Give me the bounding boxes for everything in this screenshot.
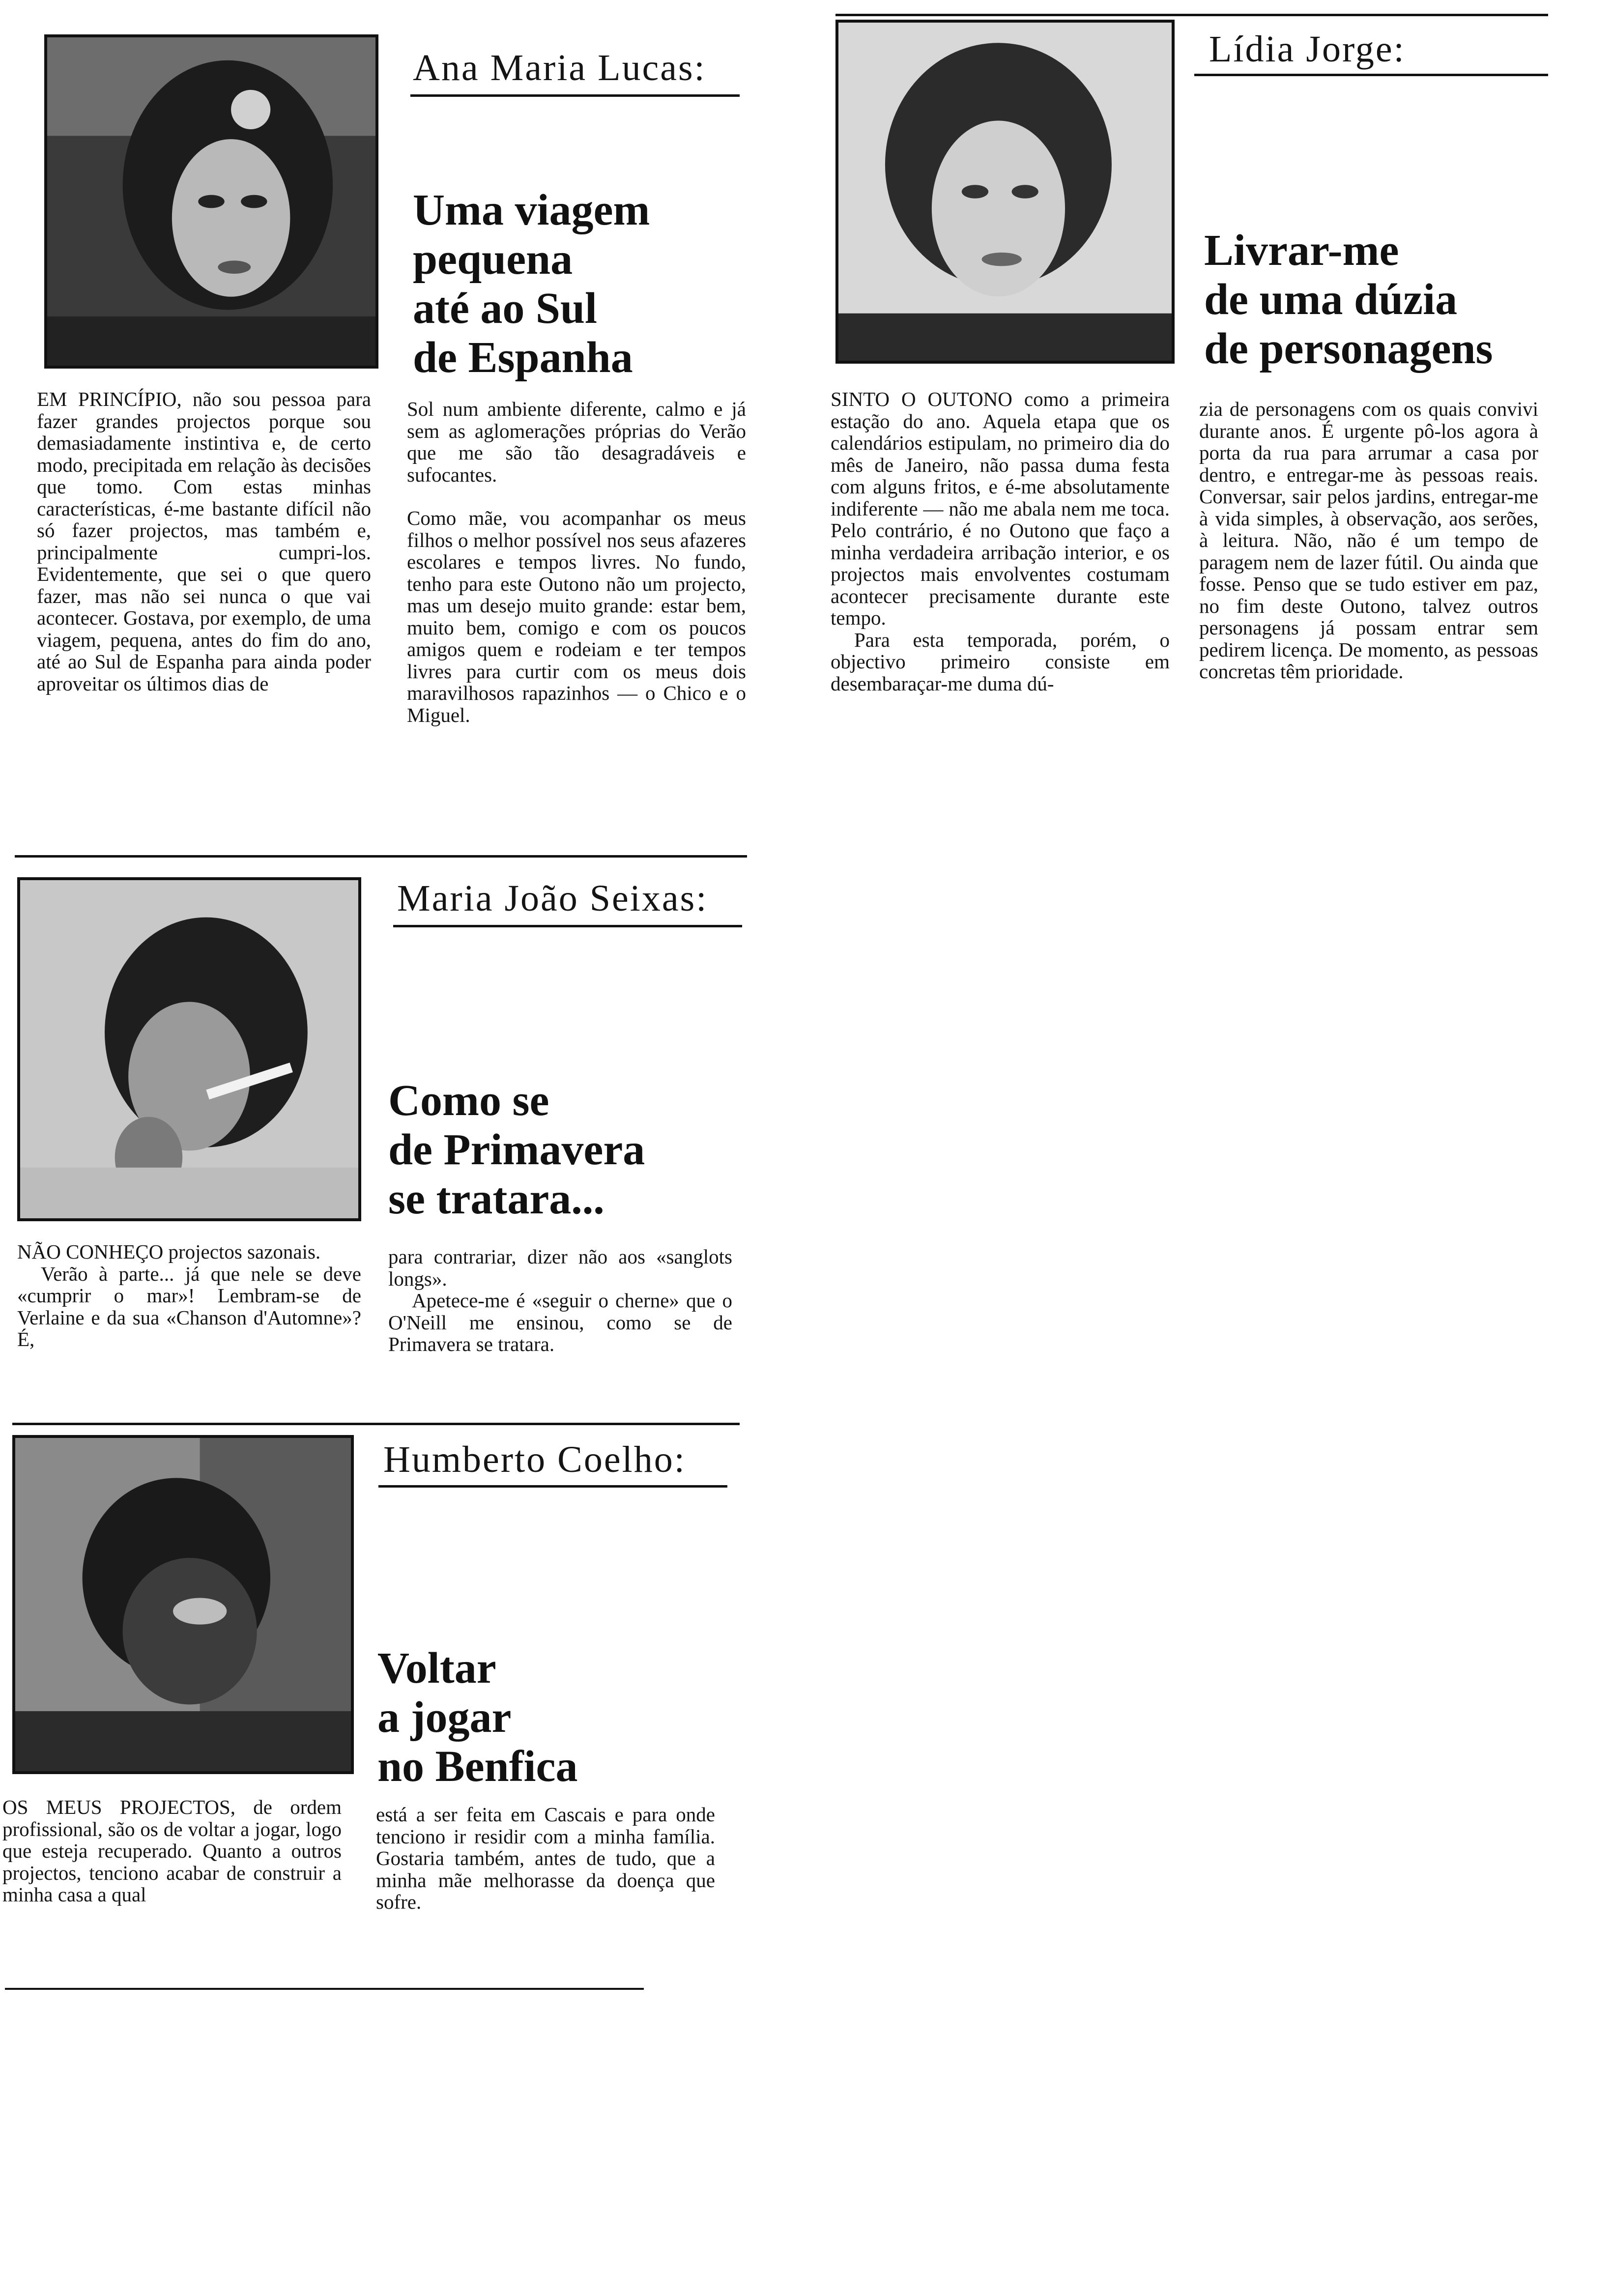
headline-line: Voltar bbox=[377, 1644, 496, 1693]
author-rule bbox=[393, 925, 742, 927]
body-paragraph: para contrariar, dizer não aos «sanglots longs». bbox=[388, 1245, 732, 1290]
headline-line: Uma viagem bbox=[413, 186, 650, 234]
body-paragraph: SINTO O OUTONO como a primeira estação do ano. Aquela etapa que os calendários estipulam, no primeiro dia do mês de Janeiro, não passa duma festa com alguns fritos, e é-me absolutamente indiferente — não me abala nem me toca. Pelo contrário, é no Outono que faço a minha verdadeira arribação interior, e os projectos mais envolventes costumam acontecer precisamente durante este tempo. bbox=[831, 388, 1170, 629]
section-rule bbox=[12, 1423, 740, 1425]
body-paragraph: Como mãe, vou acompanhar os meus filhos o melhor possível nos seus afazeres escolares e tempos livres. No fundo, tenho para este Outono não um projecto, mas um desejo muito grande: estar bem, muito bem, comigo e com os poucos amigos quem e rodeiam e ter tempos livres para curtir com os meus dois maravilhosos rapazinhos — o Chico e o Miguel. bbox=[407, 507, 746, 726]
author-name: Ana Maria Lucas: bbox=[413, 47, 706, 88]
author-name: Lídia Jorge: bbox=[1209, 29, 1406, 70]
article-headline bbox=[377, 1644, 731, 1791]
headline-line: no Benfica bbox=[377, 1742, 578, 1791]
author-rule bbox=[378, 1485, 727, 1488]
headline-line: se tratara... bbox=[388, 1175, 604, 1223]
body-paragraph: OS MEUS PROJECTOS, de ordem profissional, são os de voltar a jogar, logo que esteja recuperado. Quanto a outros projectos, tenciono acabar de construir a minha casa a qual bbox=[2, 1796, 342, 1906]
bottom-rule bbox=[5, 1988, 644, 1990]
photo-maria-joao-seixas bbox=[17, 877, 361, 1221]
portrait-image bbox=[838, 23, 1172, 361]
author-rule bbox=[410, 94, 740, 97]
author-rule bbox=[1194, 74, 1548, 76]
body-paragraph: Verão à parte... já que nele se deve «cumprir o mar»! Lembram-se de Verlaine e da sua «Chanson d'Automne»? É, bbox=[17, 1262, 361, 1350]
article-headline bbox=[388, 1076, 742, 1224]
headline-line: Livrar-me bbox=[1204, 226, 1399, 275]
headline-line: de uma dúzia bbox=[1204, 275, 1458, 324]
portrait-image bbox=[20, 880, 358, 1218]
body-paragraph: Para esta temporada, porém, o objectivo primeiro consiste em desembaraçar-me duma dú- bbox=[831, 628, 1170, 695]
headline-line: até ao Sul bbox=[413, 284, 598, 333]
body-paragraph: Sol num ambiente diferente, calmo e já sem as aglomerações próprias do Verão que me são tão desagradáveis e sufocantes. bbox=[407, 398, 746, 486]
body-column-2 bbox=[407, 398, 746, 726]
body-column-1 bbox=[2, 1796, 342, 1906]
headline-line: de Primavera bbox=[388, 1125, 645, 1174]
photo-ana-maria-lucas bbox=[44, 34, 378, 369]
section-rule bbox=[15, 855, 747, 858]
body-paragraph: EM PRINCÍPIO, não sou pessoa para fazer grandes projectos porque sou demasiadamente instintiva e, de certo modo, precipitada em relação às decisões que tomo. Com estas minhas características, é-me bastante difícil não só fazer projectos, mas também e, principalmente cumpri-los. Evidentemente, que sei o que quero fazer, mas não sei nunca o que vai acontecer. Gostava, por exemplo, de uma viagem, pequena, antes do fim do ano, até ao Sul de Espanha para ainda poder aproveitar os últimos dias de bbox=[37, 388, 371, 695]
author-name: Humberto Coelho: bbox=[383, 1439, 686, 1480]
body-column-2 bbox=[1199, 398, 1538, 683]
photo-humberto-coelho bbox=[12, 1435, 354, 1774]
body-paragraph: está a ser feita em Cascais e para onde tenciono ir residir com a minha família. Gostaria também, antes de tudo, que a minha mãe melhorasse da doença que sofre. bbox=[376, 1803, 715, 1913]
body-column-2 bbox=[388, 1246, 732, 1355]
headline-line: pequena bbox=[413, 235, 573, 284]
body-column-1 bbox=[17, 1241, 361, 1350]
body-column-1 bbox=[37, 388, 371, 694]
headline-line: Como se bbox=[388, 1076, 549, 1125]
top-rule bbox=[835, 14, 1548, 16]
headline-line: de Espanha bbox=[413, 333, 633, 382]
body-paragraph: NÃO CONHEÇO projectos sazonais. bbox=[17, 1240, 321, 1263]
body-column-1 bbox=[831, 388, 1170, 694]
portrait-image bbox=[47, 37, 375, 366]
author-name: Maria João Seixas: bbox=[397, 878, 708, 919]
body-paragraph: zia de personagens com os quais convivi durante anos. É urgente pô-los agora à porta da rua para arrumar a casa por dentro, e entregar-me às pessoas reais. Conversar, sair pelos jardins, entregar-me à vida simples, à observação, aos serões, à leitura. Não, não é um tempo de paragem nem de lazer fútil. Ou ainda que fosse. Penso que se tudo estiver em paz, no fim deste Outono, talvez outros personagens já possam entrar sem pedirem licença. De momento, as pessoas concretas têm prioridade. bbox=[1199, 398, 1538, 683]
photo-lidia-jorge bbox=[835, 20, 1175, 364]
body-paragraph: Apetece-me é «seguir o cherne» que o O'Neill me ensinou, como se de Primavera se tratara. bbox=[388, 1289, 732, 1355]
portrait-image bbox=[15, 1438, 351, 1771]
headline-line: de personagens bbox=[1204, 324, 1493, 373]
headline-line: a jogar bbox=[377, 1693, 512, 1742]
article-headline bbox=[413, 186, 747, 382]
body-column-2 bbox=[376, 1804, 715, 1913]
article-headline bbox=[1204, 226, 1558, 373]
